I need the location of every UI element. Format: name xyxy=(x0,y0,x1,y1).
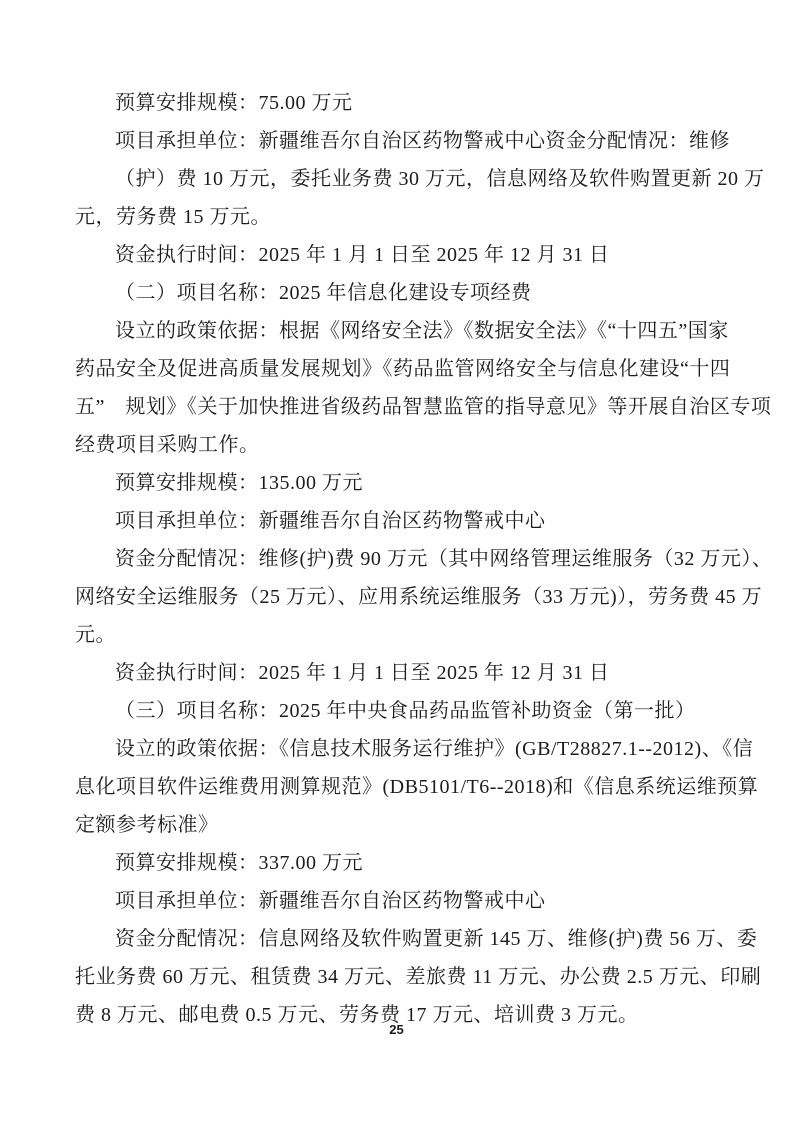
text-line: （三）项目名称：2025 年中央食品药品监管补助资金（第一批） xyxy=(115,700,696,722)
text-line: 项目承担单位：新疆维吾尔自治区药物警戒中心 xyxy=(115,510,546,532)
text-line: 资金执行时间：2025 年 1 月 1 日至 2025 年 12 月 31 日 xyxy=(115,244,610,266)
text-line: 资金分配情况：信息网络及软件购置更新 145 万、维修(护)费 56 万、委 xyxy=(115,928,758,950)
text-line: （二）项目名称：2025 年信息化建设专项经费 xyxy=(115,282,532,304)
text-line: 经费项目采购工作。 xyxy=(75,434,260,456)
text-line: 托业务费 60 万元、租赁费 34 万元、差旅费 11 万元、办公费 2.5 万元、印刷 xyxy=(75,966,762,988)
text-line: 网络安全运维服务（25 万元）、应用系统运维服务（33 万元)），劳务费 45 万 xyxy=(75,586,763,608)
text-line: 预算安排规模：75.00 万元 xyxy=(115,92,353,114)
text-line: 设立的政策依据：《信息技术服务运行维护》(GB/T28827.1--2012)、《信 xyxy=(115,738,754,760)
text-line: 预算安排规模：337.00 万元 xyxy=(115,852,363,874)
text-line: 设立的政策依据：根据《网络安全法》《数据安全法》《“十四五”国家 xyxy=(115,320,729,342)
text-line: 项目承担单位：新疆维吾尔自治区药物警戒中心 xyxy=(115,890,546,912)
text-line: 资金执行时间：2025 年 1 月 1 日至 2025 年 12 月 31 日 xyxy=(115,662,610,684)
text-line: 药品安全及促进高质量发展规划》《药品监管网络安全与信息化建设“十四 xyxy=(75,358,731,380)
text-line: 定额参考标准》 xyxy=(75,814,219,836)
document-body xyxy=(75,84,773,1034)
text-line: 元，劳务费 15 万元。 xyxy=(75,206,271,228)
text-line: 预算安排规模：135.00 万元 xyxy=(115,472,363,494)
text-line: 项目承担单位：新疆维吾尔自治区药物警戒中心资金分配情况：维修 xyxy=(115,130,730,152)
text-line: 费 8 万元、邮电费 0.5 万元、劳务费 17 万元、培训费 3 万元。 xyxy=(75,1004,639,1026)
text-line: 五” 规划》《关于加快推进省级药品智慧监管的指导意见》等开展自治区专项 xyxy=(75,396,772,418)
page-number: 25 xyxy=(389,1022,404,1037)
text-line: （护）费 10 万元，委托业务费 30 万元，信息网络及软件购置更新 20 万 xyxy=(115,168,765,190)
text-line: 息化项目软件运维费用测算规范》(DB5101/T6--2018)和《信息系统运维预算 xyxy=(75,776,759,798)
text-line: 资金分配情况：维修(护)费 90 万元（其中网络管理运维服务（32 万元）、 xyxy=(115,548,773,570)
text-line: 元。 xyxy=(75,624,116,646)
